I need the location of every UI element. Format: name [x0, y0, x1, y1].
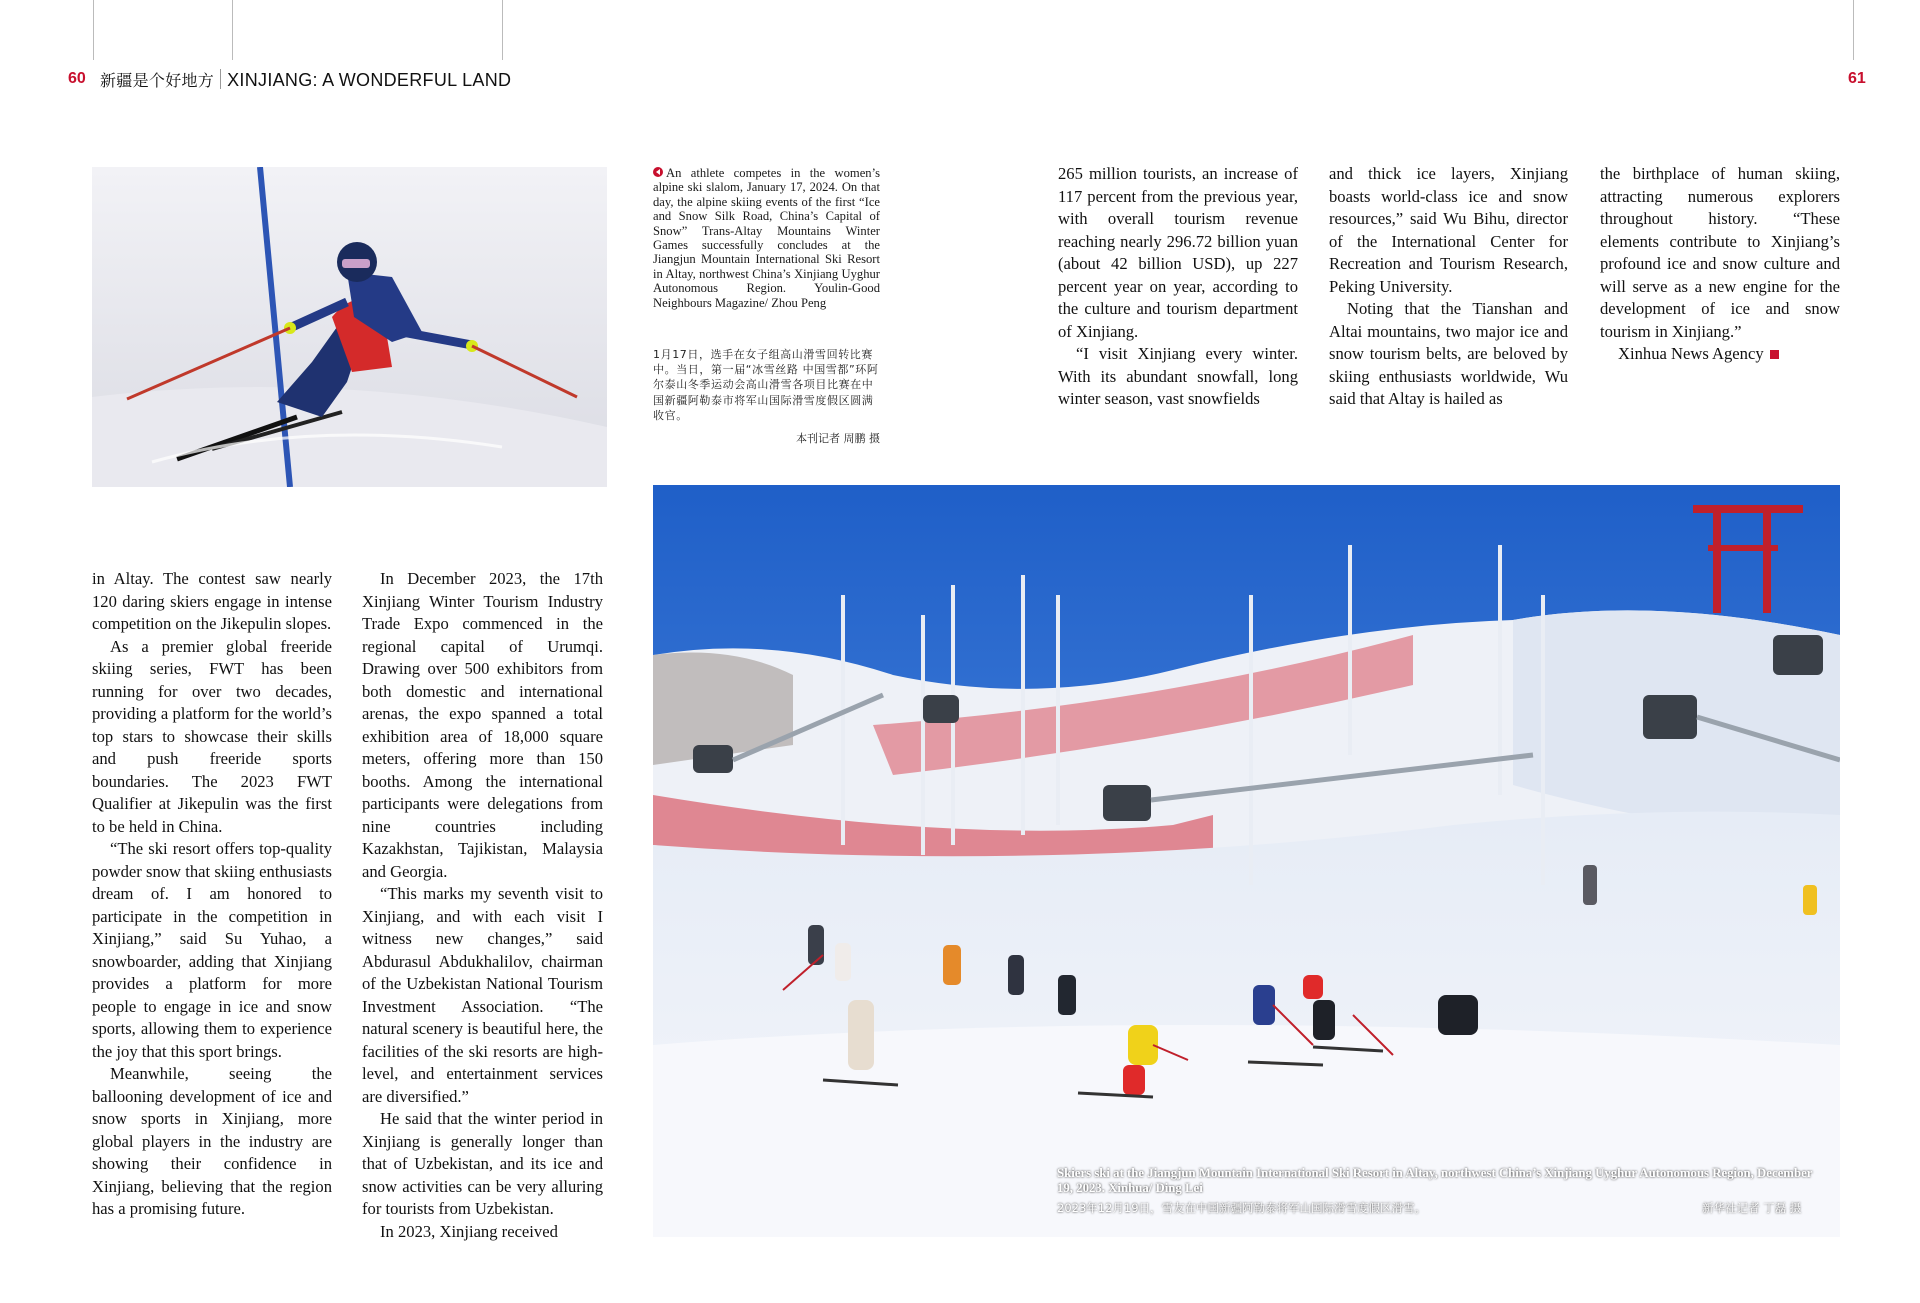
paragraph: He said that the winter period in Xinjiang is generally longer than that of Uzbekistan, and its ice and snow activities can be very alluring for tourists from Uzbekistan. — [362, 1109, 603, 1218]
photo-bottom-credit: 新华社记者 丁磊 摄 — [1702, 1201, 1802, 1215]
paragraph: “This marks my seventh visit to Xinjiang, and with each visit I witness new changes,” said Abdurasul Abdukhalilov, chairman of the Uzbekistan National Tourism Investment Association. “The natural scenery is beautiful here, the facilities of the ski resorts are high-level, and entertainment services are diversified.” — [362, 884, 603, 1106]
paragraph: As a premier global freeride skiing series, FWT has been running for over two decades, providing a platform for the world’s top stars to showcase their skills and push freeride sports boundaries. The 2023 FWT Qualifier at Jikepulin was the first to be held in China. — [92, 636, 332, 836]
paragraph: the birthplace of human skiing, attracting numerous explorers throughout history. “These elements contribute to Xinjiang’s profound ice and snow culture and will serve as a new engine for the development of ice and snow tourism in Xinjiang.” — [1600, 164, 1840, 341]
photo-top-caption-en-text: An athlete competes in the women’s alpine ski slalom, January 17, 2024. On that day, the alpine skiing events of the first “Ice and Snow Silk Road, China’s Capital of Snow” Trans-Altay Mountains Winter Games successfully concludes at the Jiangjun Mountain International Ski Resort in Altay, northwest China’s Xinjiang Uyghur Autonomous Region. Youlin-Good Neighbours Magazine/ Zhou Peng — [653, 166, 880, 310]
article-column-4 — [1329, 163, 1568, 411]
running-header-separator — [220, 69, 221, 89]
paragraph: 265 million tourists, an increase of 117 percent from the previous year, with overall tourism revenue reaching nearly 296.72 billion yuan (about 42 billion USD), up 227 percent year on year, according to the culture and tourism department of Xinjiang. — [1058, 164, 1298, 341]
photo-ski-resort — [653, 485, 1840, 1237]
paragraph: in Altay. The contest saw nearly 120 daring skiers engage in intense competition on the Jikepulin slopes. — [92, 569, 332, 633]
paragraph: “The ski resort offers top-quality powder snow that skiing enthusiasts dream of. I am honored to participate in the competition in Xinjiang,” said Su Yuhao, a snowboarder, adding that Xinjiang provides a platform for more people to engage in ice and snow sports, allowing them to experience the joy that this sport brings. — [92, 839, 332, 1061]
header-divider-mid — [232, 0, 233, 60]
end-mark-icon — [1770, 350, 1779, 359]
paragraph: “I visit Xinjiang every winter. With its abundant snowfall, long winter season, vast snowfields — [1058, 344, 1298, 408]
byline-text: Xinhua News Agency — [1618, 344, 1764, 363]
photo-bottom-caption-en: Skiers ski at the Jiangjun Mountain International Ski Resort in Altay, northwest China’s Xinjiang Uyghur Autonomous Region, December 19, 2023. Xinhua/ Ding Lei — [1057, 1166, 1813, 1195]
photo-top-credit: 本刊记者 周鹏 摄 — [796, 432, 880, 445]
photo-top-caption-cn: 1月17日，选手在女子组高山滑雪回转比赛中。当日，第一届“冰雪丝路 中国雪都”环阿尔泰山冬季运动会高山滑雪各项目比赛在中国新疆阿勒泰市将军山国际滑雪度假区圆满收官。 — [653, 348, 879, 422]
running-header-cn: 新疆是个好地方 — [100, 71, 215, 90]
photo-slalom-athlete — [92, 167, 607, 487]
paragraph: and thick ice layers, Xinjiang boasts world-class ice and snow resources,” said Wu Bihu, director of the International Center for Recreation and Tourism Research, Peking University. — [1329, 164, 1568, 296]
paragraph: In December 2023, the 17th Xinjiang Winter Tourism Industry Trade Expo commenced in the regional capital of Urumqi. Drawing over 500 exhibitors from both domestic and international arenas, the expo spanned a total exhibition area of 18,000 square meters, offering more than 150 booths. Among the international participants were delegations from nine countries including Kazakhstan, Tajikistan, Malaysia and Georgia. — [362, 569, 603, 881]
photo-bottom-caption-cn: 2023年12月19日，雪友在中国新疆阿勒泰将军山国际滑雪度假区滑雪。 — [1057, 1201, 1427, 1215]
paragraph: Noting that the Tianshan and Altai mountains, two major ice and snow tourism belts, are beloved by skiing enthusiasts worldwide, Wu said that Altay is hailed as — [1329, 299, 1568, 408]
article-column-5 — [1600, 163, 1840, 366]
page-number-right: 61 — [1848, 70, 1866, 87]
article-byline — [1600, 343, 1840, 366]
paragraph: In 2023, Xinjiang received — [380, 1221, 558, 1241]
header-divider-left — [93, 0, 94, 60]
photo-top-caption-en — [653, 166, 880, 310]
running-header-en: XINJIANG: A WONDERFUL LAND — [227, 70, 512, 90]
caption-pointer-icon — [653, 167, 663, 177]
header-divider-right — [502, 0, 503, 60]
running-header — [100, 68, 511, 91]
article-column-1 — [92, 568, 332, 1221]
article-column-3 — [1058, 163, 1298, 411]
header-divider-page61 — [1853, 0, 1854, 60]
page-number-left: 60 — [68, 70, 86, 87]
article-column-2 — [362, 568, 603, 1243]
paragraph: Meanwhile, seeing the ballooning development of ice and snow sports in Xinjiang, more global players in the industry are showing their confidence in Xinjiang, believing that the region has a promising future. — [92, 1064, 332, 1218]
